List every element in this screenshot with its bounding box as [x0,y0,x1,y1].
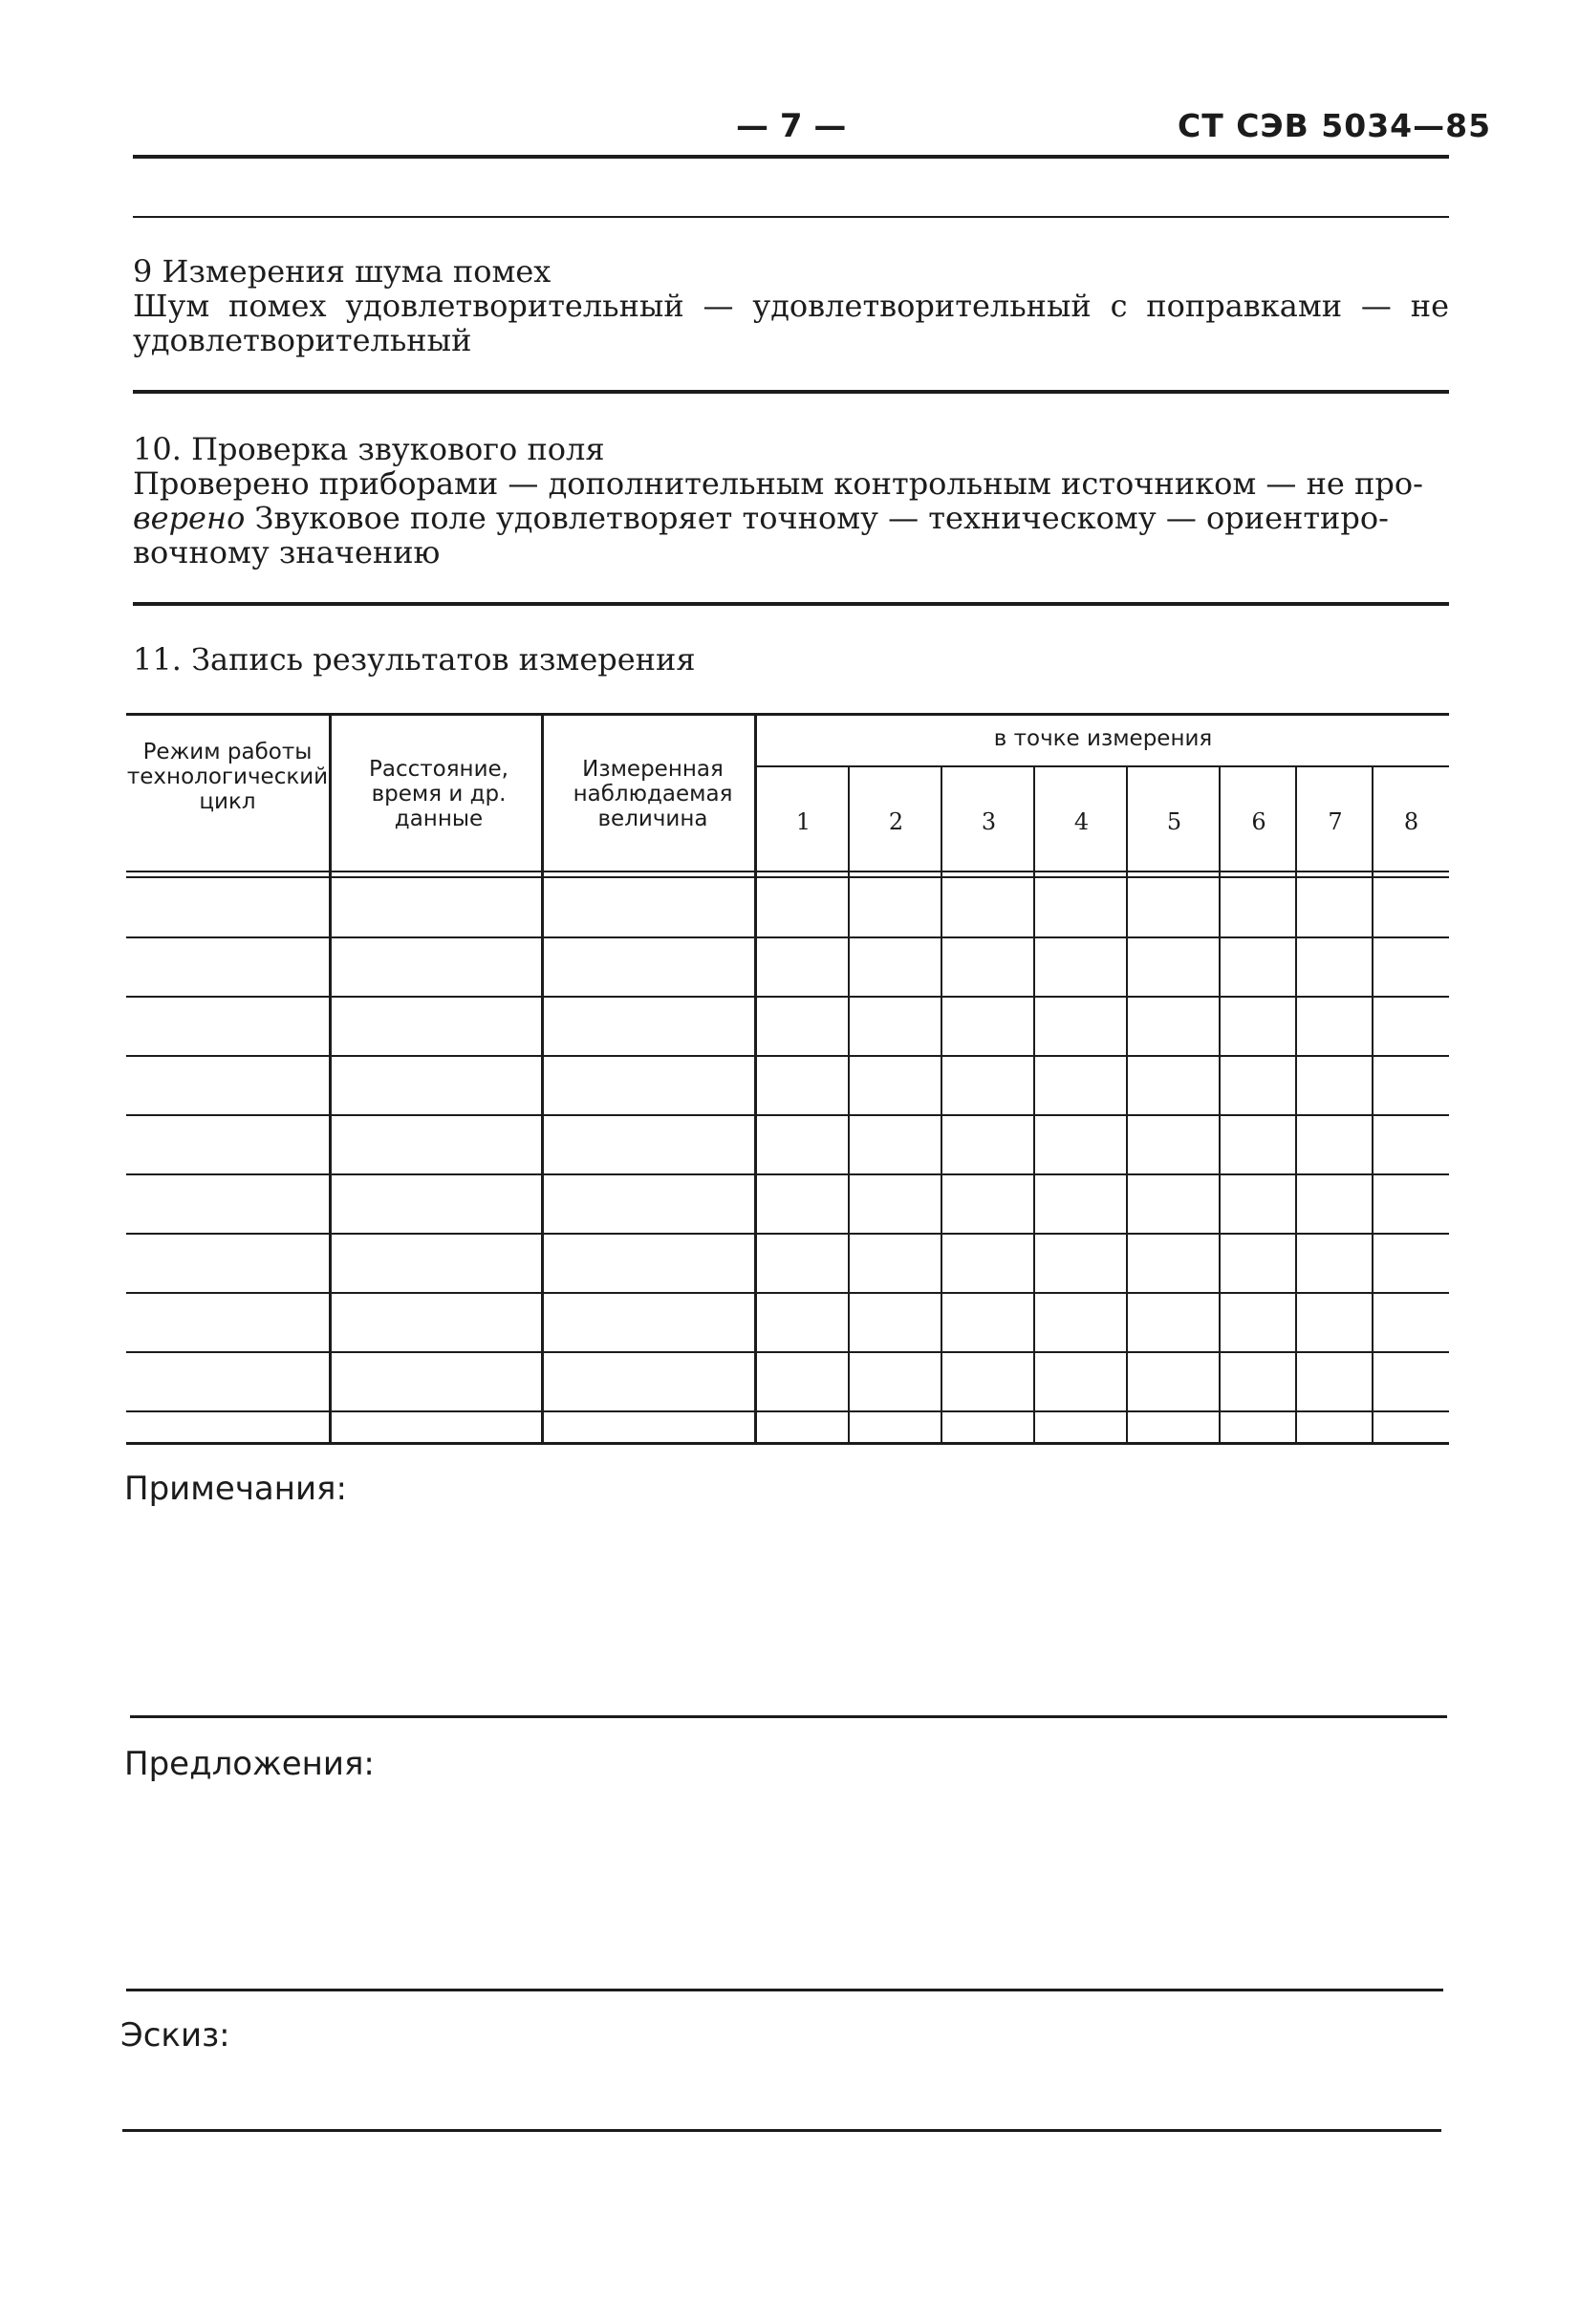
point-8: 8 [1403,808,1419,835]
header-bottom-rule-1 [126,871,1449,872]
section10-body [133,466,1449,570]
section10-title: 10. Проверка звукового поля [133,431,605,467]
table-top-border [126,713,1449,716]
header-bottom-rule-2 [126,876,1449,878]
section9-title: 9 Измерения шума помех [133,253,552,290]
section9-top-rule [133,216,1449,218]
table-row [126,1114,1449,1116]
standard-designation: СТ СЭВ 5034—85 [1178,107,1492,144]
col-divider-6 [1033,765,1035,1445]
col-divider-1 [329,713,332,1445]
col-divider-9 [1295,765,1297,1445]
proposals-rule [126,1989,1443,1991]
sketch-rule [122,2129,1441,2132]
notes-label: Примечания: [124,1470,347,1508]
col-divider-3 [754,713,757,1445]
section10-line3: вочному значению [133,534,441,570]
notes-rule [130,1715,1447,1718]
col-divider-10 [1372,765,1374,1445]
section10-line1: Проверено приборами — дополнительным контрольным источником — не про- [133,465,1423,502]
table-row [126,1292,1449,1294]
table-row [126,1233,1449,1235]
point-4: 4 [1073,808,1090,835]
col-divider-7 [1126,765,1128,1445]
section10-line2 [133,501,1449,535]
points-group-rule [757,765,1449,767]
section9-body: Шум помех удовлетворительный — удовлетворительный с поправками — не удовлетворительный [133,288,1449,358]
col-divider-4 [848,765,850,1445]
section10-italic-word: верено [133,500,246,536]
section11-title: 11. Запись результатов измерения [133,641,696,678]
header-measured: Измеренная наблюдаемая величина [573,757,733,831]
header-mode: Режим работы технологический цикл [126,740,329,814]
table-bottom-border [126,1442,1449,1445]
header-rule [133,155,1449,159]
point-2: 2 [888,808,904,835]
col-divider-2 [541,713,544,1445]
table-row [126,1410,1449,1412]
point-5: 5 [1166,808,1182,835]
point-1: 1 [795,808,811,835]
point-3: 3 [981,808,997,835]
header-distance: Расстояние, время и др. данные [368,757,508,831]
table-row [126,996,1449,998]
section10-top-rule [133,390,1449,394]
point-7: 7 [1328,808,1343,835]
table-row [126,936,1449,938]
col-divider-8 [1219,765,1221,1445]
section11-top-rule [133,602,1449,606]
table-row [126,1173,1449,1175]
header-points-group: в точке измерения [993,726,1213,751]
page-number: — 7 — [736,107,847,145]
sketch-label: Эскиз: [120,2016,230,2055]
point-6: 6 [1251,808,1266,835]
proposals-label: Предложения: [124,1745,375,1783]
section10-line2-rest: Звуковое поле удовлетворяет точному — техническому — ориентиро- [245,500,1389,536]
table-row [126,1055,1449,1057]
table-row [126,1351,1449,1353]
col-divider-5 [941,765,942,1445]
results-table [126,713,1449,1445]
